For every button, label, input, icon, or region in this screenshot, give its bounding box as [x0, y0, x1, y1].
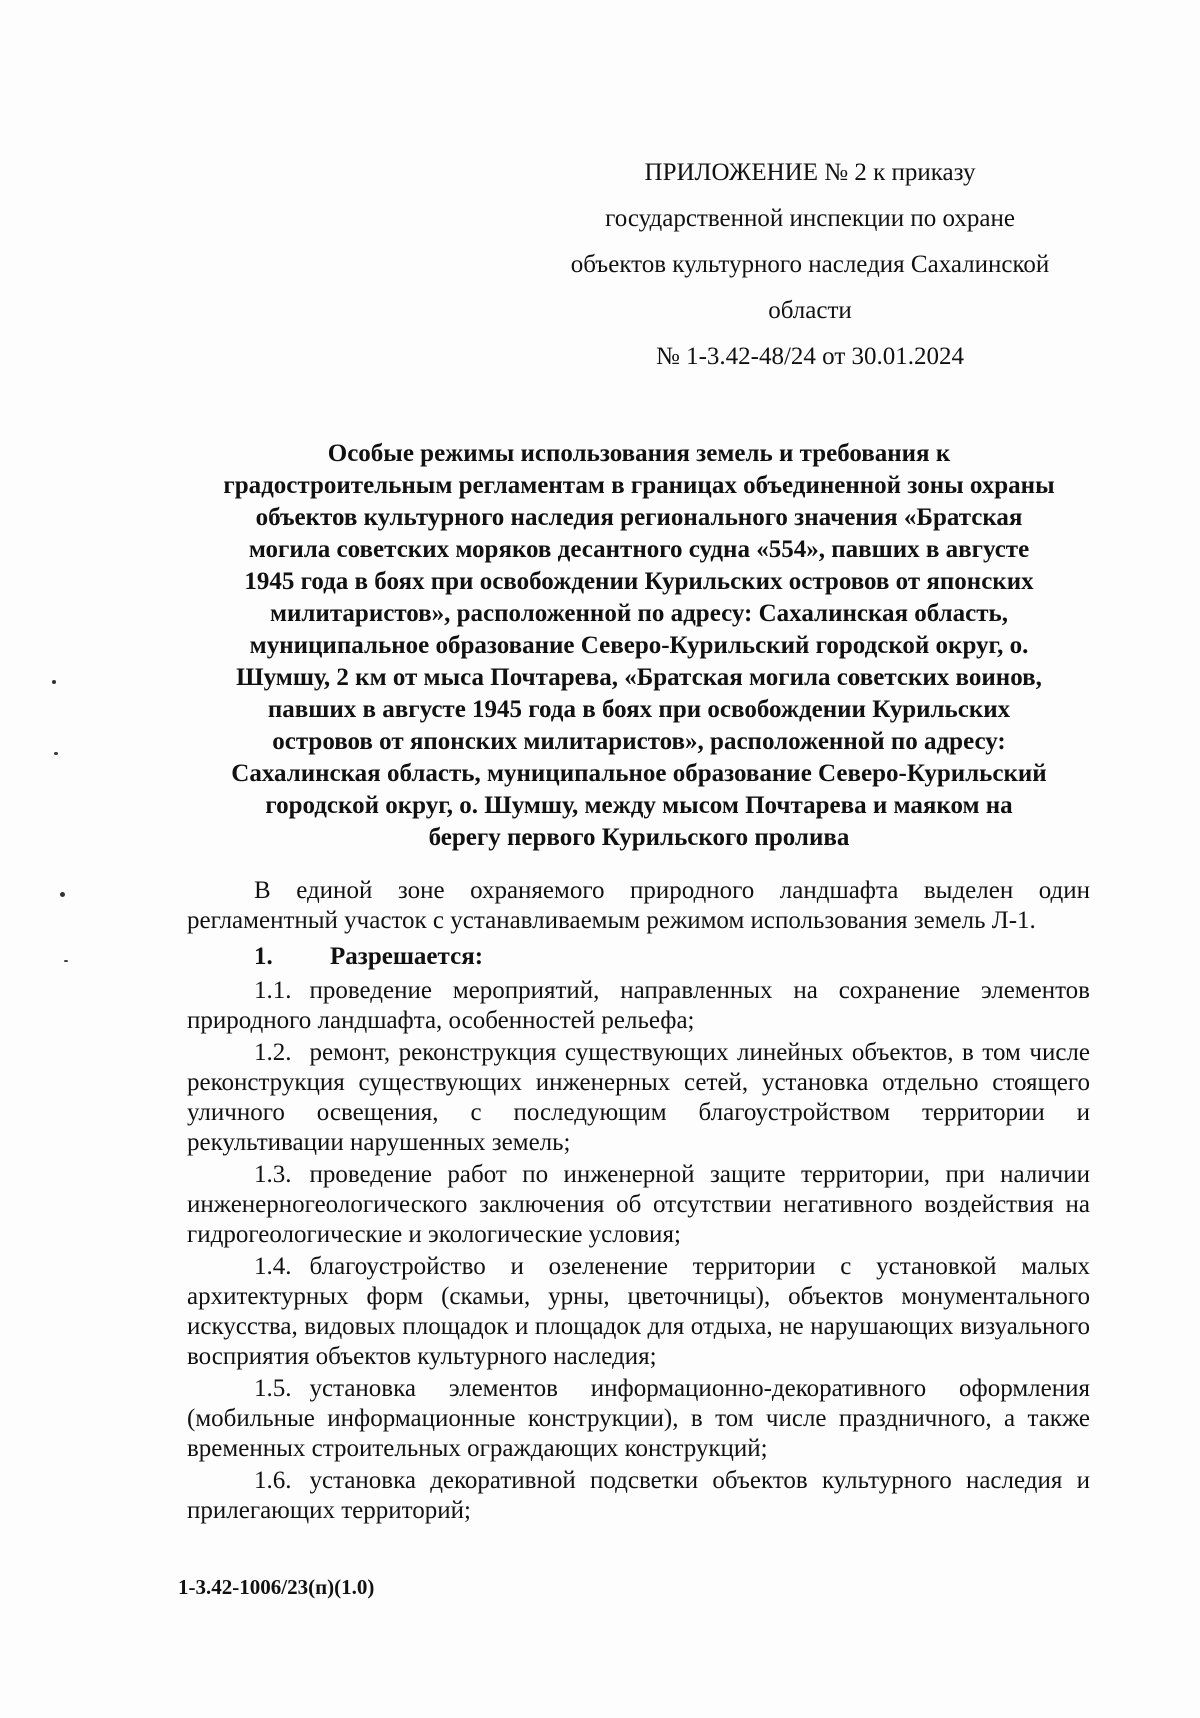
document-title	[178, 438, 1100, 854]
title-line: Особые режимы использования земель и требования к	[327, 440, 951, 467]
appendix-line-1: ПРИЛОЖЕНИЕ № 2 к приказу	[644, 159, 976, 186]
item-text: благоустройство и озеленение территории с установкой малых архитектурных форм (скамьи, урны, цветочницы), объектов монументального искусства, видовых площадок и площадок для отдыха, не нарушающих визуального восприятия объектов культурного наследия;	[187, 1253, 1090, 1370]
scan-speck	[64, 960, 68, 962]
item-text: установка элементов информационно-декоративного оформления (мобильные информационные конструкции), в том числе праздничного, а также временных строительных ограждающих конструкций;	[187, 1375, 1090, 1462]
item-number: 1.5.	[254, 1375, 292, 1402]
title-line: павших в августе 1945 года в боях при освобождении Курильских	[267, 696, 1011, 723]
item-number: 1.1.	[254, 977, 292, 1004]
list-item	[187, 1038, 1090, 1158]
footer-document-code: 1-3.42-1006/23(п)(1.0)	[178, 1575, 375, 1599]
item-number: 1.2.	[254, 1039, 292, 1066]
section-number: 1.	[254, 943, 273, 970]
title-line: Сахалинская область, муниципальное образование Северо-Курильский	[231, 760, 1047, 787]
item-number: 1.3.	[254, 1161, 292, 1188]
list-item	[187, 976, 1090, 1036]
appendix-line-3: объектов культурного наследия Сахалинской	[570, 251, 1050, 278]
item-text: проведение работ по инженерной защите территории, при наличии инженерногеологического заключения об отсутствии негативного воздействия на гидрогеологические и экологические условия;	[187, 1161, 1090, 1248]
item-text: проведение мероприятий, направленных на сохранение элементов природного ландшафта, особенностей рельефа;	[187, 977, 1090, 1034]
title-line: берегу первого Курильского пролива	[428, 824, 850, 851]
title-line: Шумшу, 2 км от мыса Почтарева, «Братская могила советских воинов,	[236, 664, 1042, 691]
list-item	[187, 1160, 1090, 1250]
scan-speck	[60, 892, 65, 897]
item-text: ремонт, реконструкция существующих линейных объектов, в том числе реконструкция существующих инженерных сетей, установка отдельно стоящего уличного освещения, с последующим благоустройством территории и рекультивации нарушенных земель;	[187, 1039, 1090, 1156]
scan-speck	[54, 752, 58, 755]
title-line: муниципальное образование Северо-Курильский городской округ, о.	[249, 632, 1029, 659]
scan-speck	[52, 680, 56, 684]
appendix-line-2: государственной инспекции по охране	[605, 205, 1015, 232]
intro-paragraph: В единой зоне охраняемого природного ландшафта выделен один регламентный участок с устанавливаемым режимом использования земель Л-1.	[187, 877, 1090, 934]
title-line: объектов культурного наследия регионального значения «Братская	[255, 504, 1023, 531]
item-text: установка декоративной подсветки объектов культурного наследия и прилегающих территорий;	[187, 1467, 1090, 1524]
section-heading	[254, 942, 1090, 972]
list-item	[187, 1374, 1090, 1464]
item-number: 1.6.	[254, 1467, 292, 1494]
title-line: милитаристов», расположенной по адресу: Сахалинская область,	[269, 600, 1009, 627]
title-line: 1945 года в боях при освобождении Курильских островов от японских	[244, 568, 1034, 595]
title-line: городской округ, о. Шумшу, между мысом Почтарева и маяком на	[265, 792, 1013, 819]
appendix-line-4: области	[768, 297, 852, 324]
title-line: могила советских моряков десантного судна «554», павших в августе	[248, 536, 1030, 563]
list-item	[187, 1252, 1090, 1372]
title-line: градостроительным регламентам в границах объединенной зоны охраны	[223, 472, 1055, 499]
list-item	[187, 1466, 1090, 1526]
title-line: островов от японских милитаристов», расположенной по адресу:	[272, 728, 1006, 755]
item-number: 1.4.	[254, 1253, 292, 1280]
appendix-order-number: № 1-3.42-48/24 от 30.01.2024	[655, 343, 965, 370]
document-body	[187, 876, 1090, 1528]
section-label: Разрешается:	[330, 943, 484, 970]
appendix-header	[520, 150, 1100, 380]
